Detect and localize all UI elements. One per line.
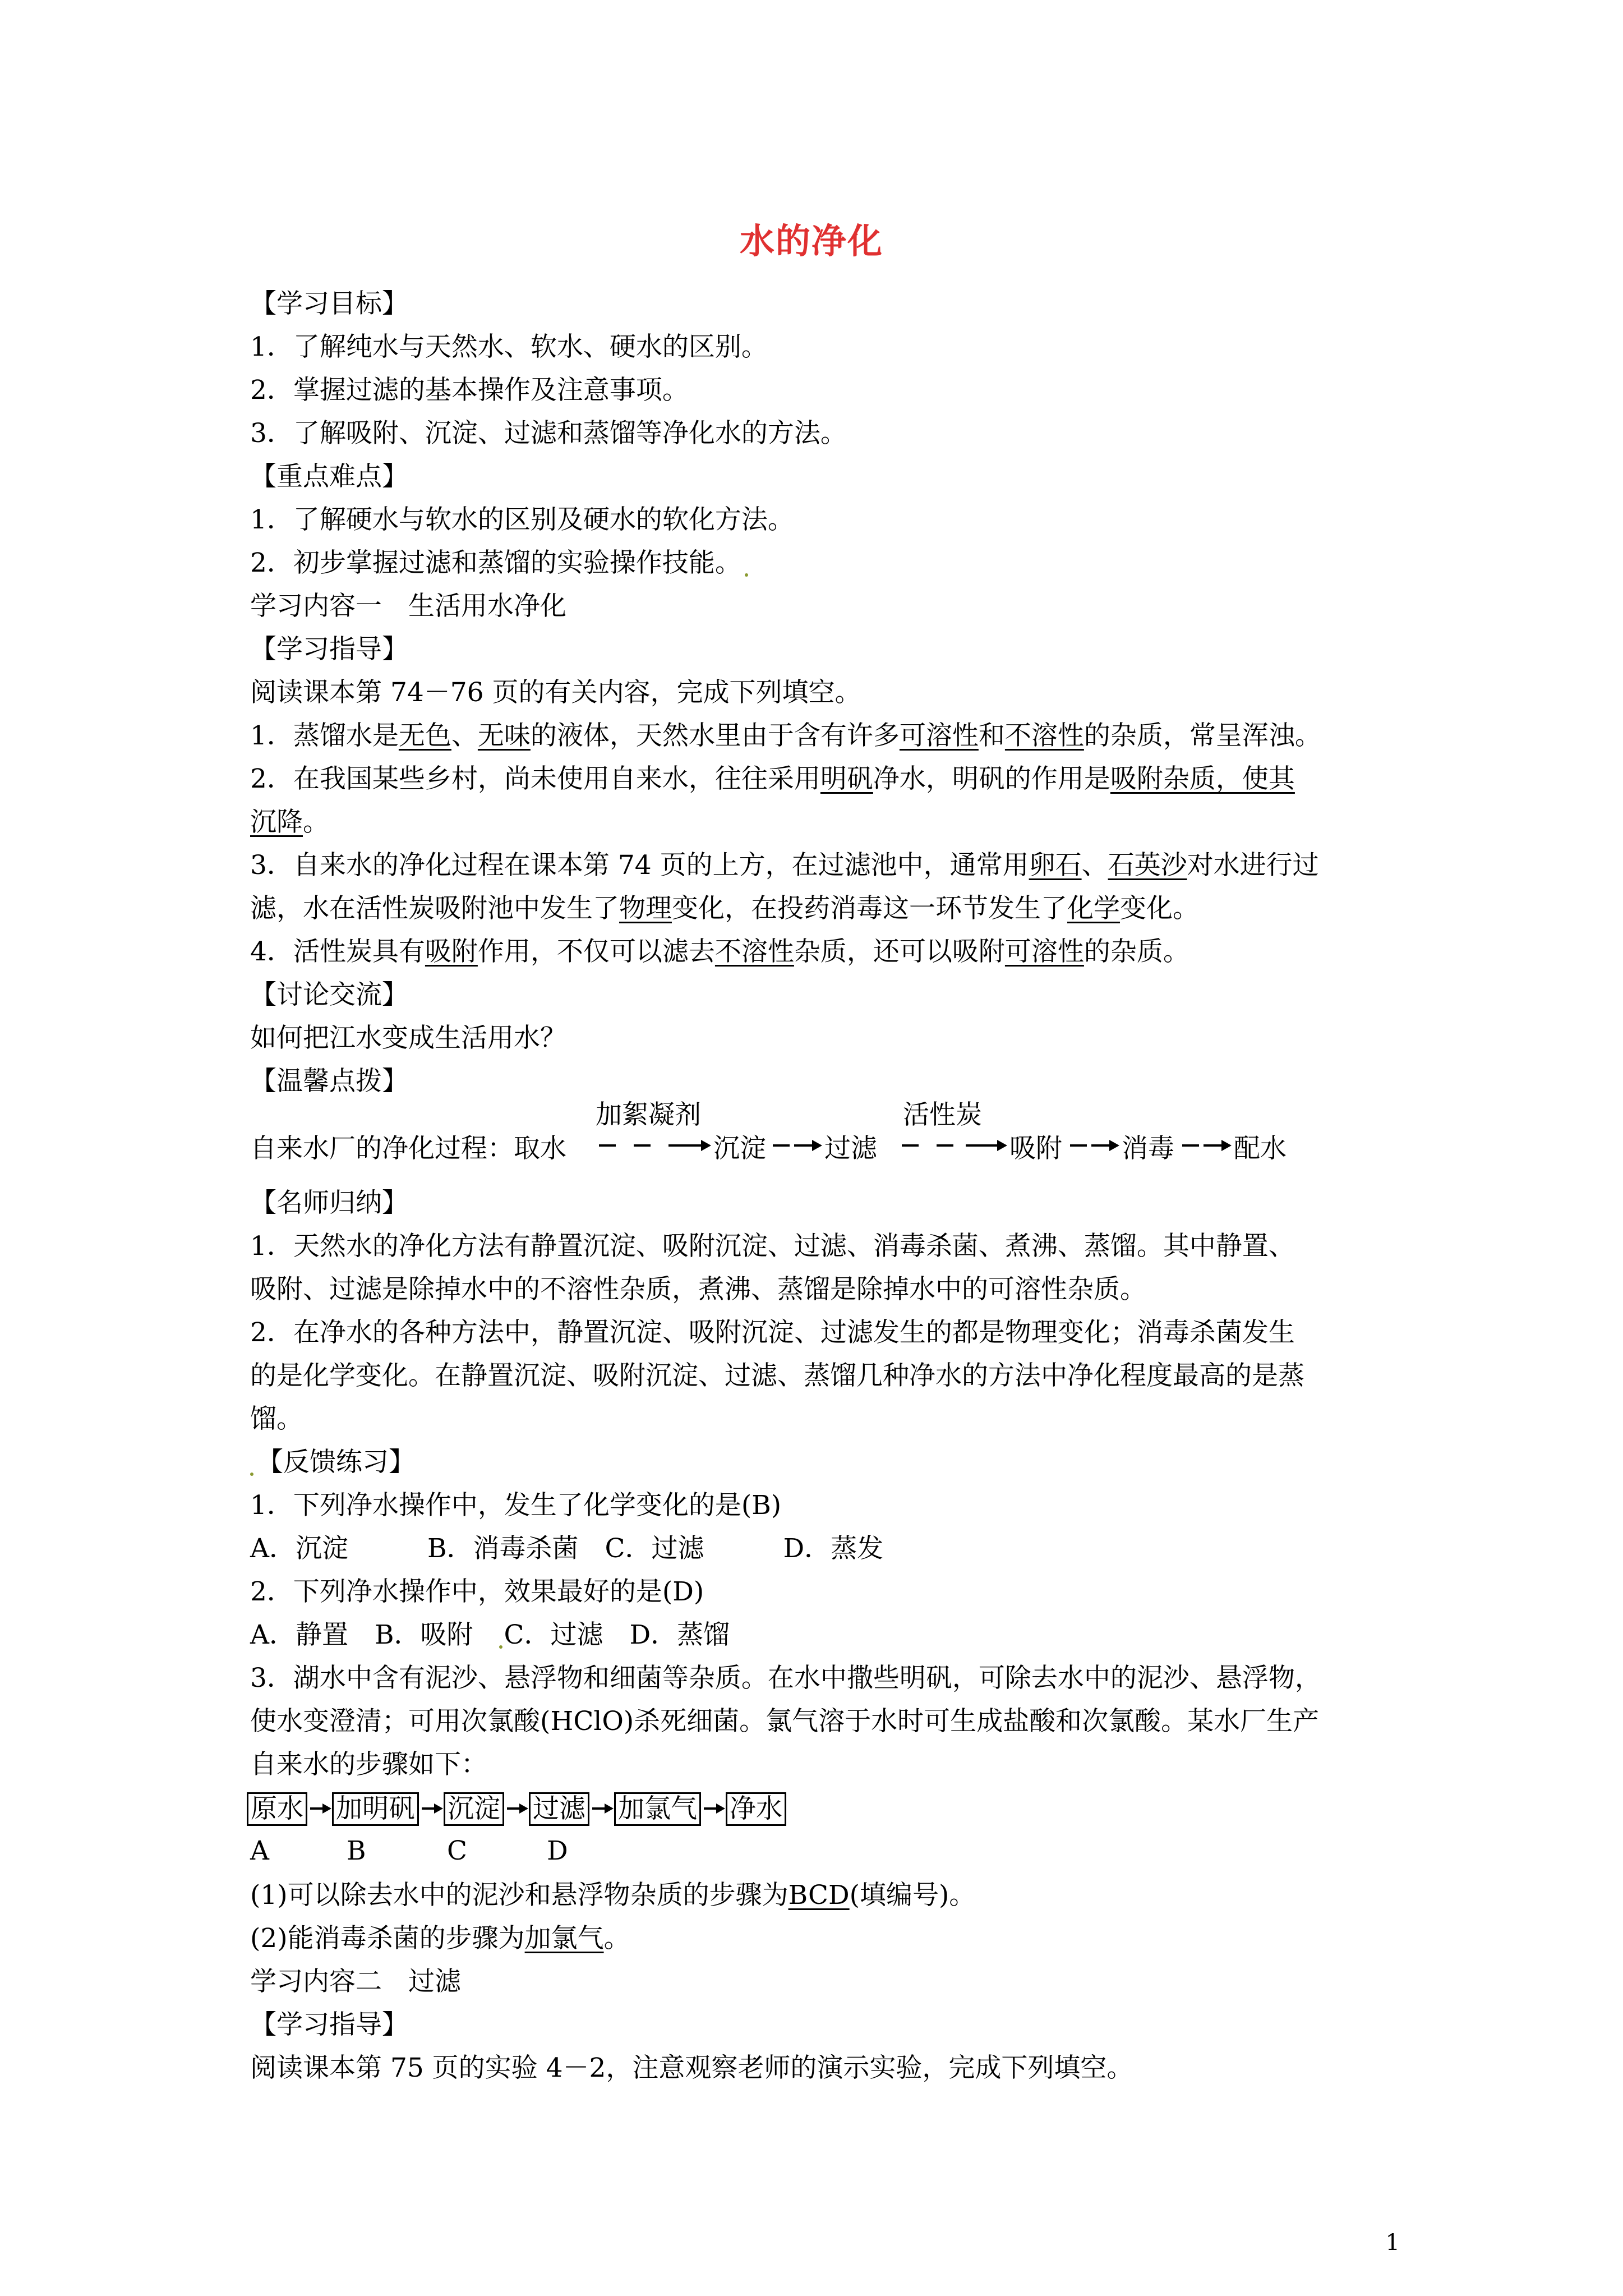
- q1-text-a: 1．蒸馏水是: [250, 720, 399, 751]
- flow-arrow-icon: [1221, 1140, 1232, 1151]
- q3-answer-4: 化学: [1067, 893, 1120, 924]
- q3-answer-1: 卵石: [1029, 850, 1082, 881]
- flow-step-disinfect: 消毒: [1122, 1133, 1174, 1164]
- p2-options-a: A．静置 B．吸附: [250, 1619, 500, 1650]
- question-2-line-1: [250, 762, 1394, 796]
- p3q1-text-c: (填编号)。: [849, 1880, 976, 1911]
- flow-over-label-1: 加絮凝剂: [596, 1099, 701, 1130]
- step-box: 加明矾: [332, 1792, 419, 1826]
- question-4: [250, 935, 1394, 969]
- practice-1: 1．下列净水操作中，发生了化学变化的是(B): [250, 1490, 782, 1521]
- flow-dash: [794, 1144, 813, 1147]
- q2-text-d: 。: [303, 807, 329, 838]
- practice-2: 2．下列净水操作中，效果最好的是(D): [250, 1576, 704, 1607]
- practice-heading: [250, 1446, 1394, 1479]
- step-arrow: [422, 1807, 435, 1810]
- summary-2a: 2．在净水的各种方法中，静置沉淀、吸附沉淀、过滤发生的都是物理变化；消毒杀菌发生: [250, 1317, 1295, 1348]
- flow-arrow-icon: [812, 1140, 822, 1151]
- practice-3-q2: [250, 1922, 1394, 1955]
- q1-text-e: 和: [978, 720, 1005, 751]
- step-arrow: [507, 1807, 520, 1810]
- flow-dash: [599, 1144, 616, 1147]
- p2-options-b: C．过滤 D．蒸馏: [504, 1619, 730, 1650]
- practice-3c: 自来水的步骤如下：: [250, 1749, 487, 1780]
- goal-1: 1．了解纯水与天然水、软水、硬水的区别。: [250, 332, 768, 362]
- q2-answer-1: 明矾: [820, 763, 873, 794]
- summary-2c: 馏。: [250, 1404, 303, 1434]
- flow-dash: [1070, 1144, 1087, 1147]
- flow-dash: [1091, 1144, 1110, 1147]
- step-arrow: [310, 1807, 324, 1810]
- step-arrow-icon: [322, 1803, 331, 1814]
- practice-3a: 3．湖水中含有泥沙、悬浮物和细菌等杂质。在水中撒些明矾，可除去水中的泥沙、悬浮物，: [250, 1663, 1321, 1694]
- summary-1a: 1．天然水的净化方法有静置沉淀、吸附沉淀、过滤、消毒杀菌、煮沸、蒸馏。其中静置、: [250, 1231, 1295, 1262]
- page-title: 水的净化: [739, 220, 883, 261]
- p3q1-text-a: (1)可以除去水中的泥沙和悬浮物杂质的步骤为: [250, 1880, 789, 1911]
- practice-1-options: A．沉淀 B．消毒杀菌 C．过滤 D．蒸发: [250, 1533, 884, 1564]
- step-letter: B: [347, 1835, 366, 1866]
- flow-arrow-icon: [1109, 1140, 1119, 1151]
- key-heading: 【重点难点】: [250, 461, 408, 492]
- step-box: 净水: [726, 1792, 786, 1826]
- question-3-line-2: [250, 892, 1394, 926]
- goals-heading: 【学习目标】: [250, 288, 408, 319]
- step-arrow-icon: [605, 1803, 614, 1814]
- flow-arrow-icon: [701, 1140, 711, 1151]
- step-box: 沉淀: [444, 1792, 504, 1826]
- discuss-question: 如何把江水变成生活用水？: [250, 1023, 566, 1053]
- guide-heading-1: 【学习指导】: [250, 634, 408, 665]
- flow-dash: [937, 1144, 953, 1147]
- flow-step-filter: 过滤: [824, 1133, 877, 1164]
- q1-answer-3: 可溶性: [899, 720, 979, 751]
- step-arrow-icon: [716, 1803, 725, 1814]
- flow-dash: [1204, 1144, 1223, 1147]
- flow-over-label-2: 活性炭: [903, 1099, 982, 1130]
- practice-2-options: [250, 1618, 1394, 1652]
- q4-text-d: 杂质，还可以吸附: [794, 936, 1005, 967]
- q2-text-c: 净水，明矾的作用是: [873, 763, 1110, 794]
- q2-text-a: 2．在我国某些乡村，尚未使用自来水，往往采用: [250, 763, 820, 794]
- q3-text-d: 对水进行过: [1187, 850, 1319, 881]
- flow-dash: [1182, 1144, 1199, 1147]
- q2-answer-2: 吸附杂质，使其: [1110, 763, 1295, 794]
- q3-text-c: 、: [1081, 850, 1108, 881]
- question-3-line-1: [250, 849, 1394, 882]
- q4-text-c: 作用，不仅可以滤去: [477, 936, 715, 967]
- stray-dot: [499, 1645, 502, 1649]
- content2-heading: 学习内容二 过滤: [250, 1966, 461, 1997]
- q4-text-a: 4．活性炭具有: [250, 936, 425, 967]
- question-2-line-2: [250, 806, 1394, 839]
- content1-heading: 学习内容一 生活用水净化: [250, 591, 566, 622]
- flow-lead: 自来水厂的净化过程：取水: [250, 1133, 566, 1164]
- step-letter: C: [447, 1835, 467, 1866]
- flow-step-sediment: 沉淀: [713, 1133, 766, 1164]
- q3-answer-3: 物理: [619, 893, 672, 924]
- q4-text-e: 的杂质。: [1083, 936, 1189, 967]
- key-2-text: 2．初步掌握过滤和蒸馏的实验操作技能。: [250, 547, 741, 578]
- q4-answer-3: 可溶性: [1004, 936, 1084, 967]
- q4-answer-2: 不溶性: [714, 936, 794, 967]
- q4-answer-1: 吸附: [425, 936, 478, 967]
- p3q2-text-c: 。: [603, 1923, 630, 1954]
- q1-text-f: 的杂质，常呈浑浊。: [1083, 720, 1321, 751]
- q1-answer-4: 不溶性: [1004, 720, 1084, 751]
- flow-dash: [773, 1144, 790, 1147]
- flow-dash: [634, 1144, 651, 1147]
- p3q2-text-a: (2)能消毒杀菌的步骤为: [250, 1923, 525, 1954]
- flow-dash: [668, 1144, 702, 1147]
- summary-1b: 吸附、过滤是除掉水中的不溶性杂质，煮沸、蒸馏是除掉水中的可溶性杂质。: [250, 1274, 1146, 1305]
- flow-step-adsorb: 吸附: [1009, 1133, 1062, 1164]
- q2-answer-3: 沉降: [250, 807, 303, 838]
- q1-text-d: 的液体，天然水里由于含有许多: [530, 720, 900, 751]
- guide-text-2: 阅读课本第 75 页的实验 4－2，注意观察老师的演示实验，完成下列填空。: [250, 2053, 1133, 2083]
- flow-step-distribute: 配水: [1234, 1133, 1287, 1164]
- step-arrow-icon: [434, 1803, 443, 1814]
- p3q2-answer: 加氯气: [524, 1923, 604, 1954]
- q1-text-c: 、: [451, 720, 478, 751]
- step-arrow: [592, 1807, 606, 1810]
- discuss-heading: 【讨论交流】: [250, 979, 408, 1010]
- guide-text-1: 阅读课本第 74－76 页的有关内容，完成下列填空。: [250, 677, 861, 708]
- practice-heading-text: 【反馈练习】: [257, 1447, 415, 1478]
- q3-text-g: 变化。: [1120, 893, 1199, 924]
- summary-heading: 【名师归纳】: [250, 1188, 408, 1218]
- step-box: 原水: [247, 1792, 307, 1826]
- goal-3: 3．了解吸附、沉淀、过滤和蒸馏等净化水的方法。: [250, 418, 847, 449]
- p3q1-answer: BCD: [788, 1880, 850, 1911]
- q3-text-e: 滤，水在活性炭吸附池中发生了: [250, 893, 619, 924]
- tip-heading: 【温馨点拨】: [250, 1066, 408, 1097]
- flow-dash: [966, 1144, 999, 1147]
- key-1: 1．了解硬水与软水的区别及硬水的软化方法。: [250, 504, 794, 535]
- step-box: 过滤: [529, 1792, 589, 1826]
- step-letter: A: [250, 1835, 269, 1866]
- step-arrow-icon: [519, 1803, 528, 1814]
- q3-answer-2: 石英沙: [1108, 850, 1187, 881]
- step-arrow: [704, 1807, 717, 1810]
- goal-2: 2．掌握过滤的基本操作及注意事项。: [250, 375, 689, 406]
- step-box: 加氯气: [614, 1792, 701, 1826]
- key-2: [250, 546, 1394, 580]
- step-letter: D: [547, 1835, 568, 1866]
- stray-dot: [250, 1473, 253, 1476]
- practice-3b: 使水变澄清；可用次氯酸(HClO)杀死细菌。氯气溶于水时可生成盐酸和次氯酸。某水厂生产: [250, 1706, 1320, 1737]
- flow-arrow-icon: [997, 1140, 1007, 1151]
- stray-dot: [745, 573, 748, 577]
- summary-2b: 的是化学变化。在静置沉淀、吸附沉淀、过滤、蒸馏几种净水的方法中净化程度最高的是蒸: [250, 1360, 1304, 1391]
- flow-dash: [902, 1144, 919, 1147]
- q3-text-f: 变化，在投药消毒这一环节发生了: [672, 893, 1067, 924]
- q1-answer-2: 无味: [477, 720, 531, 751]
- q3-text-a: 3．自来水的净化过程在课本第 74 页的上方，在过滤池中，通常用: [250, 850, 1029, 881]
- question-1: [250, 719, 1394, 753]
- guide-heading-2: 【学习指导】: [250, 2009, 408, 2040]
- practice-3-q1: [250, 1879, 1394, 1912]
- page-number: 1: [1385, 2230, 1400, 2256]
- q1-answer-1: 无色: [398, 720, 451, 751]
